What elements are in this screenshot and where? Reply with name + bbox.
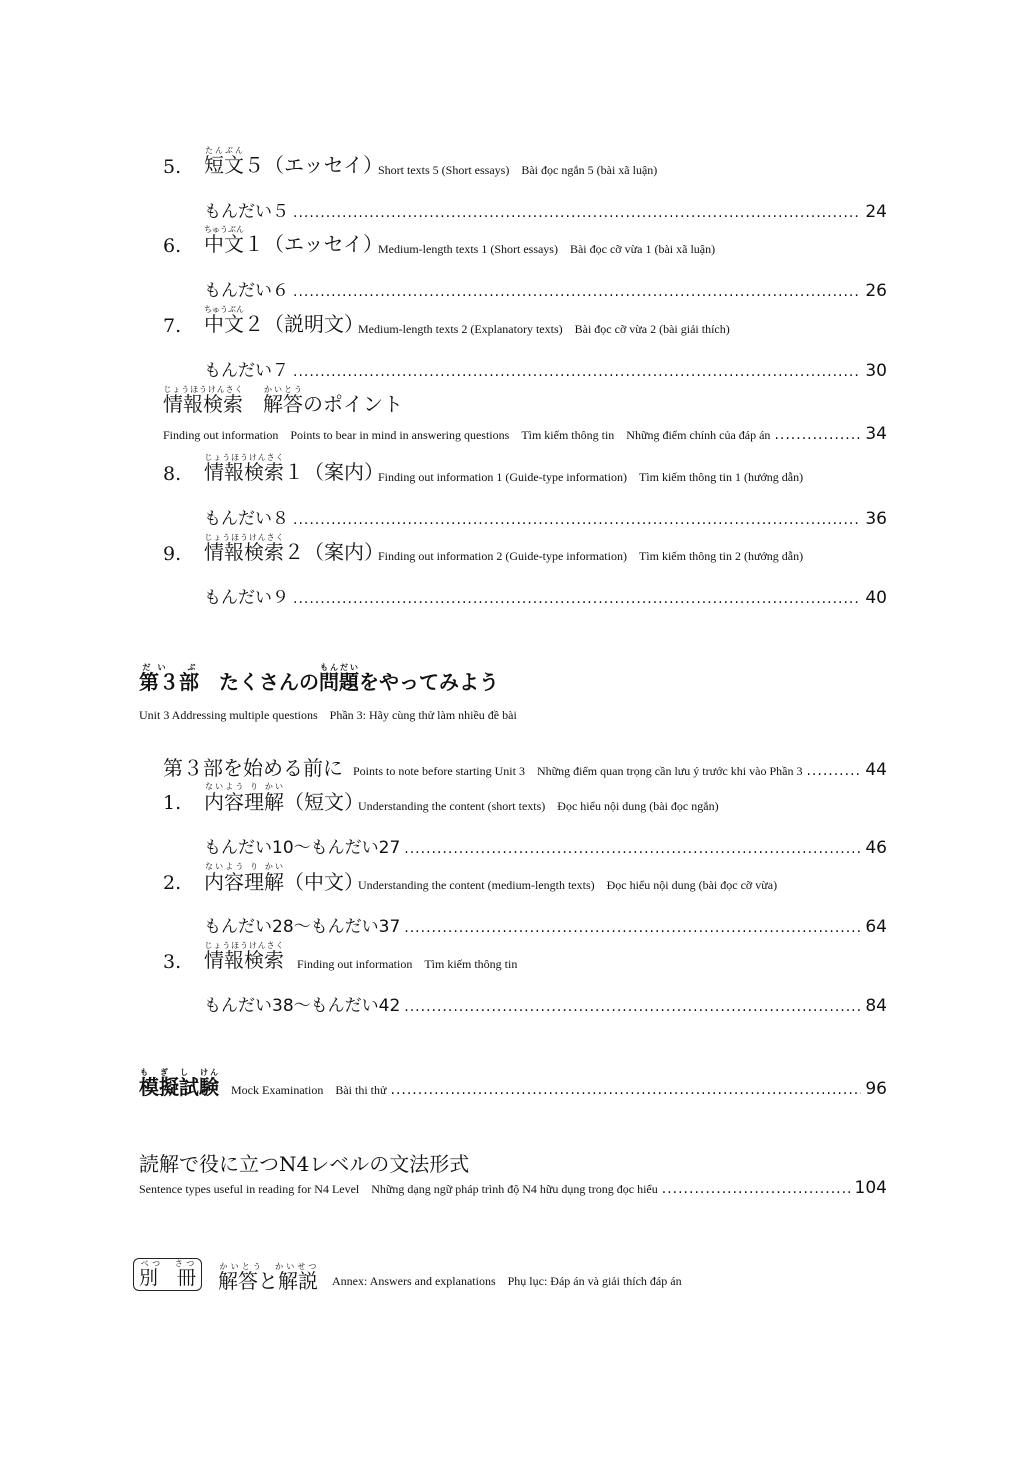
leader-dots	[404, 920, 861, 936]
entry-description: Understanding the content (medium-length texts) Đọc hiểu nội dung (bài đọc cỡ vừa)	[358, 878, 778, 892]
entry-number: 1.	[163, 792, 182, 814]
toc-line-info-heading[interactable]	[163, 424, 887, 444]
toc-line-mondai10-27[interactable]	[204, 833, 887, 858]
entry-title: 情報検索じょうほうけんさく	[204, 941, 284, 972]
sub-label: もんだい28〜もんだい37	[204, 917, 401, 937]
page-number: 26	[865, 281, 887, 301]
entry-description: Medium-length texts 1 (Short essays) Bài đọc cỡ vừa 1 (bài xã luận)	[378, 242, 716, 256]
sub-label: もんだい６	[204, 281, 289, 301]
entry-number: 9.	[163, 543, 182, 565]
section3-subtitle: Unit 3 Addressing multiple questions Phần 3: Hãy cùng thử làm nhiều đề bài	[139, 708, 517, 722]
intro-description: Points to note before starting Unit 3 Những điểm quan trọng cần lưu ý trước khi vào Phần 3	[353, 764, 803, 778]
toc-line-mock-exam[interactable]	[139, 1068, 887, 1100]
entry-description: Short texts 5 (Short essays) Bài đọc ngắn 5 (bài xã luận)	[378, 163, 658, 177]
leader-dots	[293, 364, 861, 380]
toc-line-mondai28-37[interactable]	[204, 912, 887, 937]
entry-number: 5.	[163, 156, 182, 178]
entry-title: 情報検索じょうほうけんさく２（案内）	[204, 533, 384, 564]
entry-number: 3.	[163, 951, 182, 973]
entry-number: 2.	[163, 872, 182, 894]
grammar-description: Sentence types useful in reading for N4 Level Những dạng ngữ pháp trình độ N4 hữu dụng trong đọc hiểu	[139, 1182, 658, 1196]
mock-exam-title: 模擬試験も ぎ し けん	[139, 1068, 219, 1099]
page-number: 30	[865, 361, 887, 381]
leader-dots	[391, 1082, 862, 1098]
leader-dots	[806, 763, 861, 779]
entry-title: 中文ちゅうぶん１（エッセイ）	[204, 225, 383, 256]
entry-title: 短文たんぶん５（エッセイ）	[204, 146, 383, 177]
toc-line-mondai8[interactable]	[204, 504, 887, 529]
toc-line-mondai9[interactable]	[204, 583, 887, 608]
entry-title: 内容理解ないよう り かい（短文）	[204, 782, 364, 814]
leader-dots	[404, 841, 861, 857]
entry-description: Finding out information Tìm kiếm thông tin	[297, 957, 518, 971]
page-number: 84	[865, 996, 887, 1016]
sub-label: もんだい５	[204, 202, 289, 222]
page-number: 44	[865, 760, 887, 780]
leader-dots	[662, 1181, 851, 1197]
annex-title: 解答と解説かいとう かいせつ	[218, 1262, 318, 1293]
intro-title: 第３部を始める前に	[163, 756, 343, 780]
grammar-title: 読解で役に立つN4レベルの文法形式	[139, 1152, 470, 1176]
entry-title: 内容理解ないよう り かい（中文）	[204, 862, 364, 894]
leader-dots	[293, 512, 861, 528]
sub-label: もんだい８	[204, 509, 289, 529]
leader-dots	[293, 591, 861, 607]
page-number: 104	[854, 1178, 887, 1198]
page-number: 96	[865, 1079, 887, 1099]
leader-dots	[774, 427, 861, 443]
toc-line-grammar[interactable]	[139, 1178, 887, 1198]
entry-number: 7.	[163, 315, 182, 337]
entry-number: 6.	[163, 235, 182, 257]
toc-line-mondai6[interactable]	[204, 276, 887, 301]
info-heading-title: 情報検索じょうほうけんさく 解答かいとうのポイント	[163, 385, 403, 416]
entry-description: Finding out information 1 (Guide-type information) Tìm kiếm thông tin 1 (hướng dẫn)	[378, 470, 804, 484]
toc-line-mondai38-42[interactable]	[204, 991, 887, 1016]
annex-box: 別 冊べつ さつ	[133, 1258, 202, 1291]
entry-description: Medium-length texts 2 (Explanatory texts) Bài đọc cỡ vừa 2 (bài giải thích)	[358, 322, 730, 336]
sub-label: もんだい38〜もんだい42	[204, 996, 401, 1016]
page-number: 24	[865, 202, 887, 222]
leader-dots	[293, 284, 861, 300]
info-heading-description: Finding out information Points to bear in mind in answering questions Tìm kiếm thông tin Những điểm chính của đáp án	[163, 428, 771, 442]
toc-line-mondai7[interactable]	[204, 356, 887, 381]
entry-description: Understanding the content (short texts) Đọc hiểu nội dung (bài đọc ngắn)	[358, 799, 719, 813]
toc-line-section3-intro[interactable]	[163, 752, 887, 781]
entry-number: 8.	[163, 463, 182, 485]
leader-dots	[293, 205, 861, 221]
entry-title: 情報検索じょうほうけんさく１（案内）	[204, 453, 384, 484]
section3-title: 第３部だい ぶ たくさんの問題もんだいをやってみよう	[139, 663, 499, 694]
page-number: 40	[865, 588, 887, 608]
sub-label: もんだい７	[204, 361, 289, 381]
sub-label: もんだい10〜もんだい27	[204, 838, 401, 858]
sub-label: もんだい９	[204, 588, 289, 608]
page-number: 64	[865, 917, 887, 937]
annex-description: Annex: Answers and explanations Phụ lục: Đáp án và giải thích đáp án	[332, 1274, 682, 1288]
page-number: 36	[865, 509, 887, 529]
page-number: 34	[865, 424, 887, 444]
mock-exam-description: Mock Examination Bài thi thử	[231, 1083, 387, 1097]
entry-title: 中文ちゅうぶん２（説明文）	[204, 305, 364, 336]
entry-description: Finding out information 2 (Guide-type information) Tìm kiếm thông tin 2 (hướng dẫn)	[378, 549, 804, 563]
leader-dots	[404, 999, 861, 1015]
page-number: 46	[865, 838, 887, 858]
toc-line-mondai5[interactable]	[204, 197, 887, 222]
